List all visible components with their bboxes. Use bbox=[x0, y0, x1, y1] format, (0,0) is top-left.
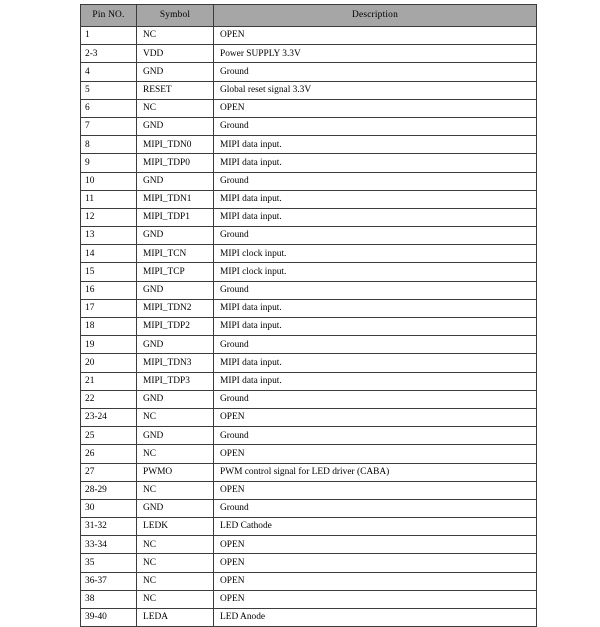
cell-pin-no: 25 bbox=[81, 427, 137, 445]
cell-symbol: NC bbox=[137, 554, 214, 572]
cell-pin-no: 4 bbox=[81, 63, 137, 81]
cell-symbol: NC bbox=[137, 590, 214, 608]
cell-description: Ground bbox=[214, 63, 537, 81]
cell-symbol: VDD bbox=[137, 45, 214, 63]
column-header-symbol: Symbol bbox=[137, 5, 214, 27]
table-row bbox=[81, 227, 537, 245]
cell-symbol: NC bbox=[137, 536, 214, 554]
cell-symbol: MIPI_TDP1 bbox=[137, 208, 214, 226]
cell-description: OPEN bbox=[214, 590, 537, 608]
table-row bbox=[81, 208, 537, 226]
table-row bbox=[81, 172, 537, 190]
cell-description: OPEN bbox=[214, 27, 537, 45]
cell-symbol: GND bbox=[137, 281, 214, 299]
cell-description: OPEN bbox=[214, 408, 537, 426]
cell-symbol: GND bbox=[137, 390, 214, 408]
cell-pin-no: 2-3 bbox=[81, 45, 137, 63]
table-row bbox=[81, 609, 537, 627]
cell-pin-no: 6 bbox=[81, 99, 137, 117]
cell-description: MIPI data input. bbox=[214, 154, 537, 172]
cell-pin-no: 13 bbox=[81, 227, 137, 245]
cell-symbol: MIPI_TDN1 bbox=[137, 190, 214, 208]
table-row bbox=[81, 427, 537, 445]
cell-description: Ground bbox=[214, 390, 537, 408]
cell-symbol: LEDA bbox=[137, 609, 214, 627]
cell-symbol: GND bbox=[137, 63, 214, 81]
cell-symbol: NC bbox=[137, 99, 214, 117]
cell-symbol: NC bbox=[137, 408, 214, 426]
cell-description: Global reset signal 3.3V bbox=[214, 81, 537, 99]
cell-pin-no: 10 bbox=[81, 172, 137, 190]
cell-symbol: GND bbox=[137, 427, 214, 445]
table-row bbox=[81, 372, 537, 390]
cell-description: OPEN bbox=[214, 572, 537, 590]
cell-pin-no: 18 bbox=[81, 318, 137, 336]
table-row bbox=[81, 318, 537, 336]
table-row bbox=[81, 136, 537, 154]
cell-pin-no: 12 bbox=[81, 208, 137, 226]
cell-symbol: RESET bbox=[137, 81, 214, 99]
cell-pin-no: 19 bbox=[81, 336, 137, 354]
table-row bbox=[81, 81, 537, 99]
column-header-description: Description bbox=[214, 5, 537, 27]
cell-pin-no: 20 bbox=[81, 354, 137, 372]
cell-pin-no: 5 bbox=[81, 81, 137, 99]
cell-symbol: NC bbox=[137, 572, 214, 590]
cell-description: Ground bbox=[214, 117, 537, 135]
cell-pin-no: 22 bbox=[81, 390, 137, 408]
cell-symbol: MIPI_TDN2 bbox=[137, 299, 214, 317]
cell-symbol: MIPI_TDP3 bbox=[137, 372, 214, 390]
cell-pin-no: 15 bbox=[81, 263, 137, 281]
cell-symbol: MIPI_TCP bbox=[137, 263, 214, 281]
table-row bbox=[81, 554, 537, 572]
cell-pin-no: 11 bbox=[81, 190, 137, 208]
cell-description: Ground bbox=[214, 499, 537, 517]
table-row bbox=[81, 481, 537, 499]
cell-pin-no: 1 bbox=[81, 27, 137, 45]
table-row bbox=[81, 536, 537, 554]
table-row bbox=[81, 154, 537, 172]
cell-description: MIPI data input. bbox=[214, 136, 537, 154]
cell-pin-no: 16 bbox=[81, 281, 137, 299]
table-row bbox=[81, 190, 537, 208]
table-row bbox=[81, 263, 537, 281]
cell-symbol: GND bbox=[137, 227, 214, 245]
cell-symbol: MIPI_TDN3 bbox=[137, 354, 214, 372]
cell-pin-no: 27 bbox=[81, 463, 137, 481]
cell-description: MIPI data input. bbox=[214, 318, 537, 336]
table-row bbox=[81, 354, 537, 372]
table-row bbox=[81, 45, 537, 63]
table-row bbox=[81, 445, 537, 463]
cell-description: Power SUPPLY 3.3V bbox=[214, 45, 537, 63]
cell-symbol: NC bbox=[137, 481, 214, 499]
cell-description: PWM control signal for LED driver (CABA) bbox=[214, 463, 537, 481]
cell-description: MIPI data input. bbox=[214, 372, 537, 390]
table-body bbox=[81, 27, 537, 627]
cell-description: OPEN bbox=[214, 99, 537, 117]
cell-symbol: PWMO bbox=[137, 463, 214, 481]
cell-description: MIPI data input. bbox=[214, 190, 537, 208]
table-row bbox=[81, 99, 537, 117]
table-row bbox=[81, 299, 537, 317]
table-row bbox=[81, 408, 537, 426]
pin-definition-table bbox=[80, 4, 537, 627]
cell-pin-no: 7 bbox=[81, 117, 137, 135]
cell-symbol: GND bbox=[137, 172, 214, 190]
cell-symbol: MIPI_TCN bbox=[137, 245, 214, 263]
table-row bbox=[81, 281, 537, 299]
cell-description: Ground bbox=[214, 336, 537, 354]
cell-pin-no: 31-32 bbox=[81, 518, 137, 536]
table-row bbox=[81, 63, 537, 81]
table-row bbox=[81, 117, 537, 135]
cell-symbol: NC bbox=[137, 27, 214, 45]
table-header-row bbox=[81, 5, 537, 27]
cell-pin-no: 23-24 bbox=[81, 408, 137, 426]
cell-symbol: LEDK bbox=[137, 518, 214, 536]
table-row bbox=[81, 518, 537, 536]
cell-pin-no: 14 bbox=[81, 245, 137, 263]
cell-description: OPEN bbox=[214, 481, 537, 499]
cell-description: Ground bbox=[214, 227, 537, 245]
table-row bbox=[81, 463, 537, 481]
cell-symbol: MIPI_TDN0 bbox=[137, 136, 214, 154]
pin-definition-table-container bbox=[80, 4, 536, 627]
cell-symbol: MIPI_TDP2 bbox=[137, 318, 214, 336]
cell-description: OPEN bbox=[214, 554, 537, 572]
cell-pin-no: 21 bbox=[81, 372, 137, 390]
cell-description: OPEN bbox=[214, 536, 537, 554]
table-row bbox=[81, 590, 537, 608]
cell-description: MIPI data input. bbox=[214, 354, 537, 372]
cell-pin-no: 8 bbox=[81, 136, 137, 154]
cell-pin-no: 36-37 bbox=[81, 572, 137, 590]
cell-description: MIPI clock input. bbox=[214, 245, 537, 263]
table-row bbox=[81, 572, 537, 590]
cell-description: MIPI data input. bbox=[214, 208, 537, 226]
table-header bbox=[81, 5, 537, 27]
cell-pin-no: 33-34 bbox=[81, 536, 137, 554]
column-header-pin-no: Pin NO. bbox=[81, 5, 137, 27]
cell-description: LED Cathode bbox=[214, 518, 537, 536]
cell-symbol: GND bbox=[137, 336, 214, 354]
cell-description: Ground bbox=[214, 172, 537, 190]
table-row bbox=[81, 336, 537, 354]
table-row bbox=[81, 499, 537, 517]
table-row bbox=[81, 245, 537, 263]
cell-pin-no: 35 bbox=[81, 554, 137, 572]
cell-symbol: GND bbox=[137, 117, 214, 135]
cell-pin-no: 9 bbox=[81, 154, 137, 172]
cell-pin-no: 28-29 bbox=[81, 481, 137, 499]
cell-description: Ground bbox=[214, 427, 537, 445]
cell-pin-no: 26 bbox=[81, 445, 137, 463]
cell-description: OPEN bbox=[214, 445, 537, 463]
cell-description: MIPI clock input. bbox=[214, 263, 537, 281]
cell-symbol: GND bbox=[137, 499, 214, 517]
cell-pin-no: 39-40 bbox=[81, 609, 137, 627]
table-row bbox=[81, 27, 537, 45]
cell-pin-no: 17 bbox=[81, 299, 137, 317]
table-row bbox=[81, 390, 537, 408]
cell-description: MIPI data input. bbox=[214, 299, 537, 317]
cell-symbol: MIPI_TDP0 bbox=[137, 154, 214, 172]
cell-description: LED Anode bbox=[214, 609, 537, 627]
cell-symbol: NC bbox=[137, 445, 214, 463]
cell-pin-no: 38 bbox=[81, 590, 137, 608]
cell-description: Ground bbox=[214, 281, 537, 299]
cell-pin-no: 30 bbox=[81, 499, 137, 517]
